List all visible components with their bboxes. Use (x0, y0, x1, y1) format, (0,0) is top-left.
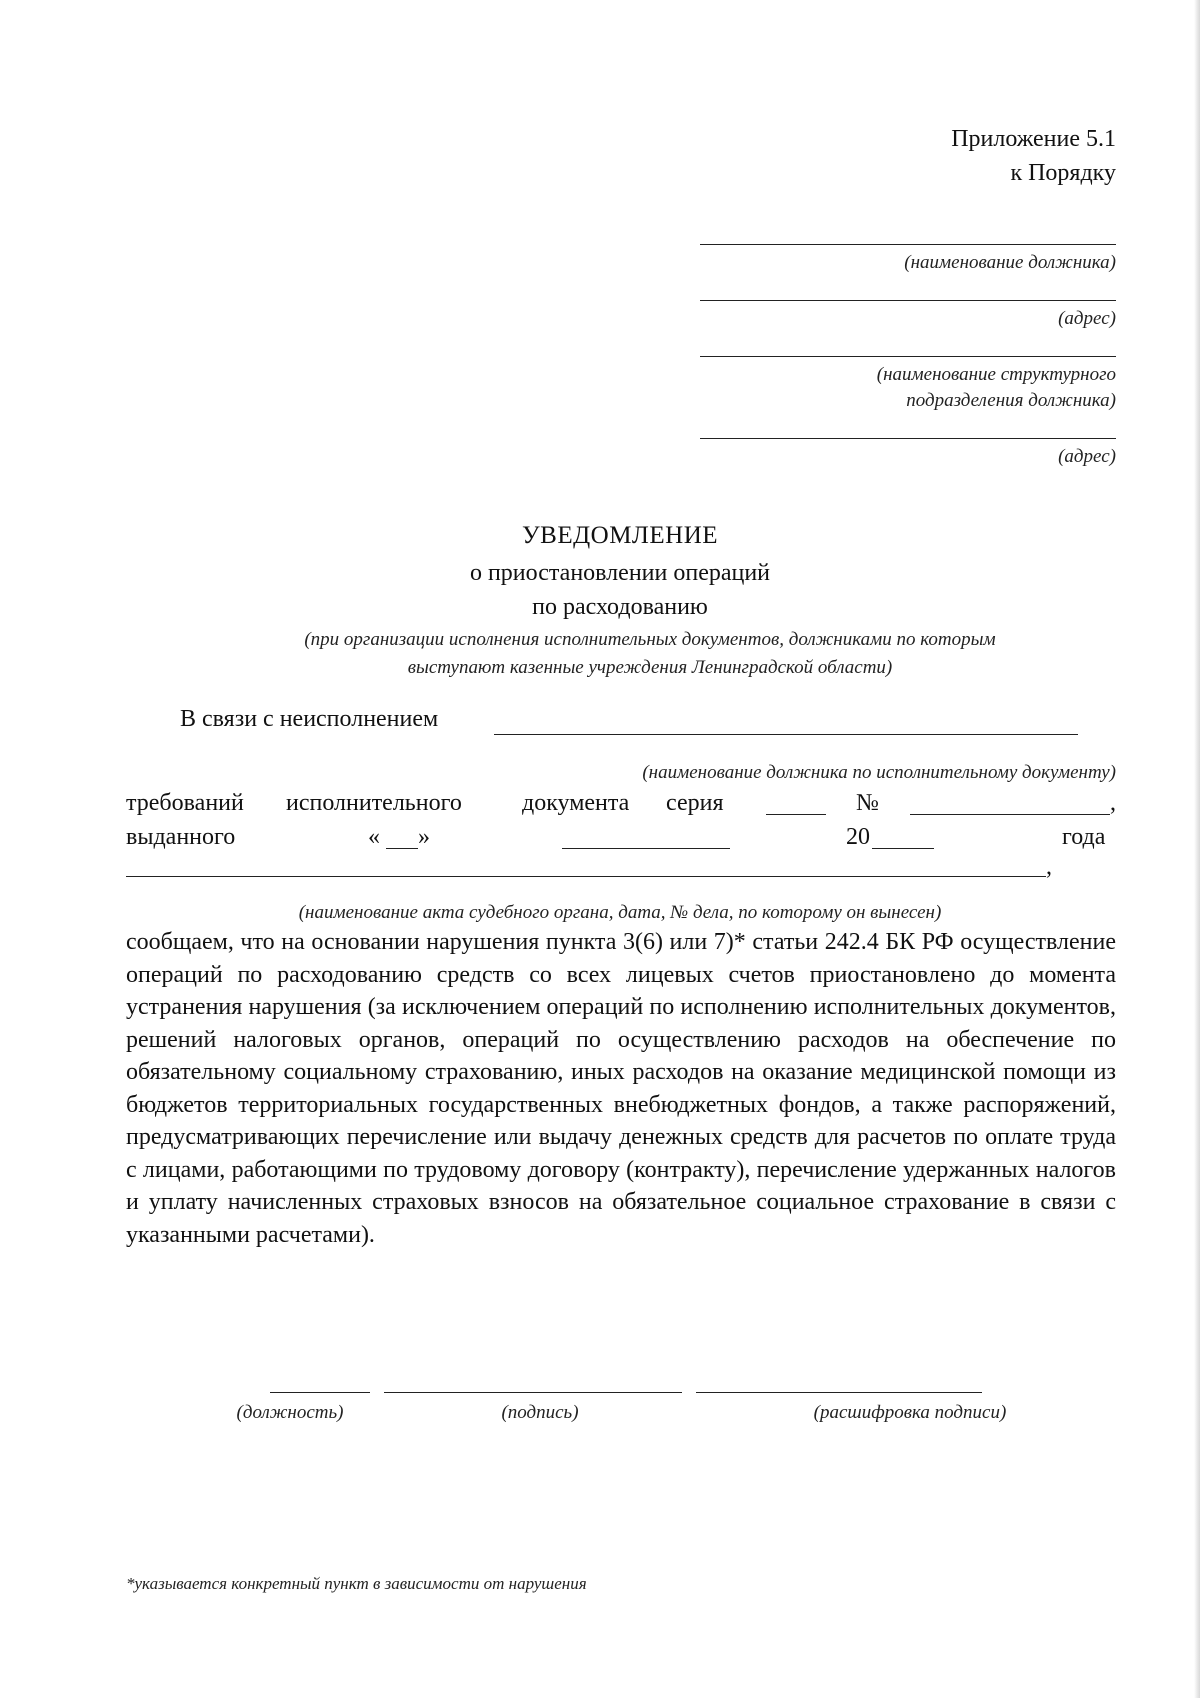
req-word-4: серия (666, 790, 724, 816)
court-act-caption: (наименование акта судебного органа, дата, № дела, по которому он вынесен) (298, 902, 942, 923)
debtor-by-document-caption: (наименование должника по исполнительному документу) (642, 762, 1116, 783)
issued-row (126, 820, 1116, 854)
scope-note-line-1: (при организации исполнения исполнительных документов, должниками по которым (304, 629, 996, 650)
issue-year-line[interactable] (872, 848, 934, 849)
subdivision-address-caption: (адрес) (1058, 446, 1116, 467)
series-line[interactable] (766, 814, 826, 815)
debtor-name-caption: (наименование должника) (904, 252, 1116, 273)
issue-day-line[interactable] (386, 848, 418, 849)
quote-close: » (418, 824, 430, 850)
debtor-address-caption: (адрес) (1058, 308, 1116, 329)
year-prefix: 20 (846, 824, 870, 850)
debtor-name-line[interactable] (700, 244, 1116, 245)
issue-month-line[interactable] (562, 848, 730, 849)
intro-text: В связи с неисполнением (180, 706, 439, 732)
req-word-2: исполнительного (286, 790, 462, 816)
subdivision-caption-line-2: подразделения должника) (906, 390, 1116, 411)
req-word-3: документа (522, 790, 630, 816)
debtor-by-document-line[interactable] (494, 734, 1078, 735)
page-edge (1194, 0, 1200, 1698)
subdivision-name-line[interactable] (700, 356, 1116, 357)
number-sign: № (856, 790, 879, 816)
debtor-address-line[interactable] (700, 300, 1116, 301)
document-subtitle-line-1: о приостановлении операций (469, 560, 771, 586)
issued-word: выданного (126, 824, 236, 850)
court-act-comma: , (1046, 854, 1052, 880)
quote-open: « (368, 824, 380, 850)
document-title: УВЕДОМЛЕНИЕ (521, 522, 719, 549)
footnote: *указывается конкретный пункт в зависимости от нарушения (126, 1574, 587, 1593)
document-subtitle-line-2: по расходованию (532, 594, 708, 620)
subdivision-address-line[interactable] (700, 438, 1116, 439)
appendix-title: Приложение 5.1 (951, 126, 1116, 152)
subdivision-caption (616, 362, 1116, 414)
document-number-line[interactable] (910, 814, 1110, 815)
signature-caption: (подпись) (501, 1402, 579, 1423)
position-caption: (должность) (236, 1402, 344, 1423)
signature-decoding-caption: (расшифровка подписи) (813, 1402, 1007, 1423)
court-act-line[interactable] (126, 876, 1046, 877)
requirements-row (126, 786, 1116, 820)
signature-line[interactable] (384, 1392, 682, 1393)
scope-note-line-2: выступают казенные учреждения Ленинградской области) (407, 657, 893, 678)
subdivision-caption-line-1: (наименование структурного (876, 364, 1116, 385)
req-comma: , (1110, 790, 1116, 816)
appendix-subtitle: к Порядку (1010, 160, 1116, 186)
req-word-1: требований (126, 790, 244, 816)
document-scope-note (180, 626, 1120, 682)
position-line[interactable] (270, 1392, 370, 1393)
notification-body: сообщаем, что на основании нарушения пункта 3(6) или 7)* статьи 242.4 БК РФ осуществление операций по расходованию средств со всех лицевых счетов приостановлено до момента устранения нарушения (за исключением операций по исполнению исполнительных документов, решений налоговых органов, операций по осуществлению расходов на обеспечение по обязательному социальному страхованию, иных расходов на оказание медицинской помощи из бюджетов территориальных государственных внебюджетных фондов, а также распоряжений, предусматривающих перечисление или выдачу денежных средств для расчетов по оплате труда с лицами, работающими по трудовому договору (контракту), перечисление удержанных налогов и уплату начисленных страховых взносов на обязательное социальное страхование в связи с указанными расчетами). (126, 929, 1116, 1248)
year-word: года (1062, 824, 1106, 850)
signature-decoding-line[interactable] (696, 1392, 982, 1393)
